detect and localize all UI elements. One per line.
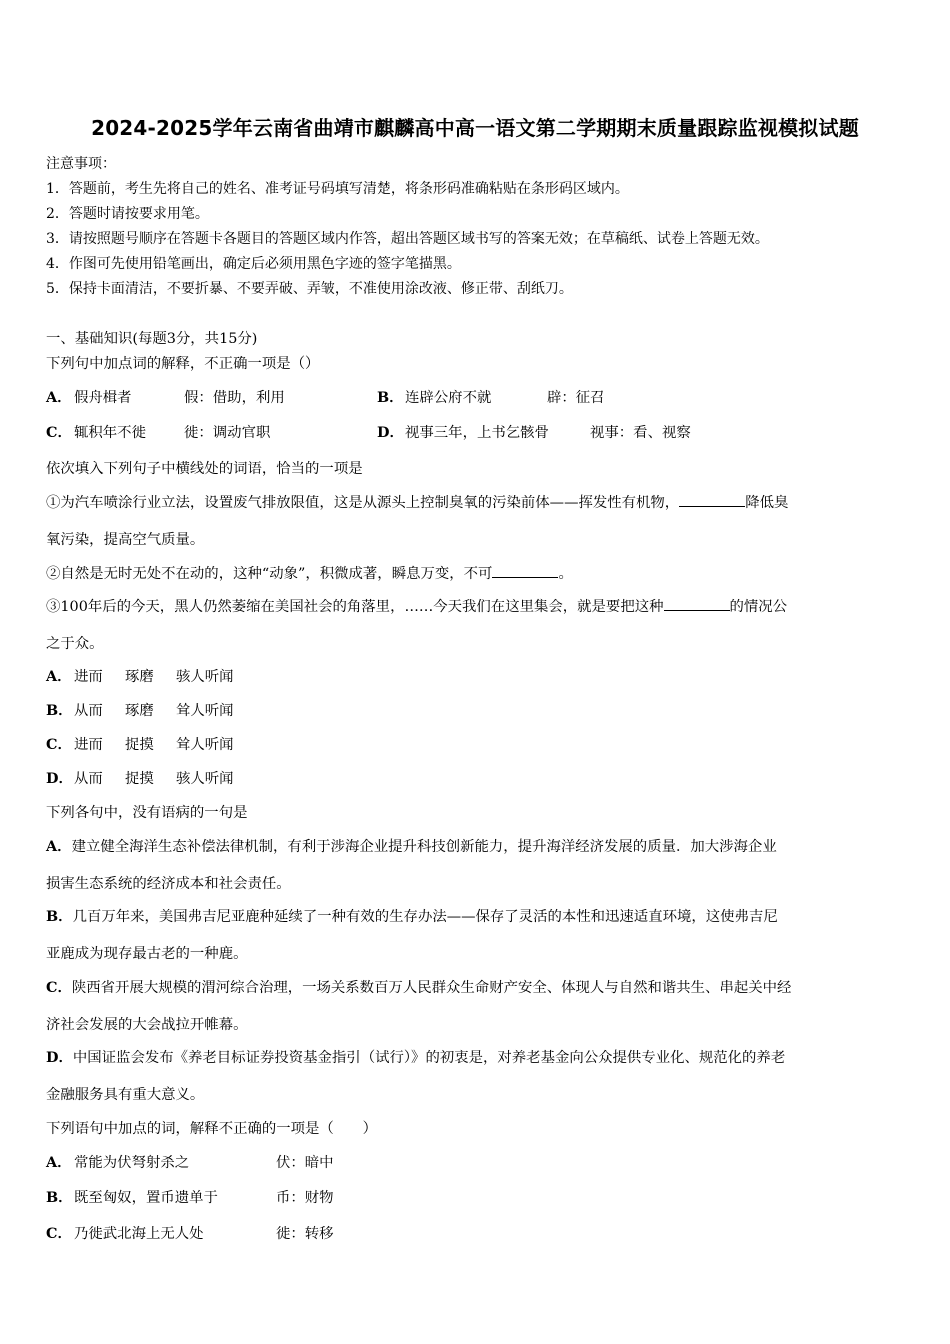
option-note-c: 徙：调动官职 [184, 425, 271, 441]
option-label-a: A． [46, 389, 72, 406]
notice-item: 3．请按照题号顺序在答题卡各题目的答题区域内作答，超出答题区域书写的答案无效；在草稿纸、试卷上答题无效。 [46, 231, 769, 247]
q4-option-c: C． 乃徙武北海上无人处 徙：转移 [46, 1225, 334, 1242]
option-label-c: C． [46, 424, 72, 441]
option-note-d: 视事：看、视察 [590, 425, 691, 441]
q3-option-c: C．陕西省开展大规模的渭河综合治理，一场关系数百万人民群众生命财产安全、体现人与自然和谐共生、串起关中经 [46, 979, 792, 996]
q3-option-d-cont: 金融服务具有重大意义。 [46, 1087, 205, 1103]
notice-item: 5．保持卡面清洁，不要折暴、不要弄破、弄皱，不准使用涂改液、修正带、刮纸刀。 [46, 281, 573, 297]
option-label-d: D． [377, 424, 404, 441]
notice-item: 4．作图可先使用铅笔画出，确定后必须用黑色字迹的签字笔描黑。 [46, 256, 461, 272]
notice-heading: 注意事项： [46, 156, 116, 172]
q3-option-a: A．建立健全海洋生态补偿法律机制，有利于涉海企业提升科技创新能力，提升海洋经济发展的质量．加大涉海企业 [46, 838, 777, 855]
q3-option-b: B．几百万年来，美国弗吉尼亚鹿种延续了一种有效的生存办法——保存了灵活的本性和迅速适直环境，这使弗吉尼 [46, 908, 778, 925]
q3-option-b-cont: 亚鹿成为现存最古老的一种鹿。 [46, 946, 248, 962]
option-text-c: 辄积年不徙 [74, 425, 146, 441]
q4-option-b: B． 既至匈奴，置币遗单于 币：财物 [46, 1189, 334, 1206]
sentence-2: ②自然是无时无处不在动的，这种“动象”，积微成著，瞬息万变，不可 。 [46, 562, 573, 583]
notice-item: 1．答题前，考生先将自己的姓名、准考证号码填写清楚，将条形码准确粘贴在条形码区域内。 [46, 181, 629, 197]
sentence-3: ③100年后的今天，黑人仍然萎缩在美国社会的角落里，……今天我们在这里集会，就是要把这种 的情况公 [46, 595, 787, 616]
option-note-a: 假：借助，利用 [184, 390, 285, 406]
answer-blank [492, 563, 558, 578]
sentence-1-cont: 氧污染，提高空气质量。 [46, 532, 205, 548]
option-note-b: 辟：征召 [547, 390, 605, 406]
q1-options-row-2 [46, 421, 906, 441]
answer-blank [664, 596, 730, 611]
question-stem: 下列语句中加点的词，解释不正确的一项是（ ） [46, 1121, 377, 1137]
option-text-d: 视事三年，上书乞骸骨 [405, 425, 549, 441]
sentence-3-cont: 之于众。 [46, 636, 104, 652]
q2-option-a: A． 进而 琢磨 骇人听闻 [46, 668, 234, 685]
q2-option-d: D． 从而 捉摸 骇人听闻 [46, 770, 234, 787]
section-heading: 一、基础知识(每题3分，共15分) [46, 331, 258, 347]
option-text-a: 假舟楫者 [74, 390, 132, 406]
question-stem: 下列各句中，没有语病的一句是 [46, 805, 248, 821]
page-title: 2024-2025学年云南省曲靖市麒麟高中高一语文第二学期期末质量跟踪监视模拟试题 [91, 116, 859, 140]
q3-option-a-cont: 损害生态系统的经济成本和社会责任。 [46, 876, 291, 892]
q2-option-c: C． 进而 捉摸 耸人听闻 [46, 736, 234, 753]
notice-item: 2．答题时请按要求用笔。 [46, 206, 209, 222]
question-stem: 下列句中加点词的解释，不正确一项是（） [46, 356, 320, 372]
q1-options-row-1 [46, 386, 906, 406]
q3-option-d: D．中国证监会发布《养老目标证券投资基金指引（试行）》的初衷是，对养老基金向公众提供专业化、规范化的养老 [46, 1049, 786, 1066]
answer-blank [679, 492, 745, 507]
option-label-b: B． [377, 389, 404, 406]
q4-option-a: A． 常能为伏弩射杀之 伏：暗中 [46, 1154, 334, 1171]
question-stem: 依次填入下列句子中横线处的词语，恰当的一项是 [46, 461, 363, 477]
option-text-b: 连辟公府不就 [405, 390, 492, 406]
sentence-1: ①为汽车喷涂行业立法，设置废气排放限值，这是从源头上控制臭氧的污染前体——挥发性有机物， 降低臭 [46, 491, 788, 512]
q3-option-c-cont: 济社会发展的大会战拉开帷幕。 [46, 1017, 248, 1033]
q2-option-b: B． 从而 琢磨 耸人听闻 [46, 702, 234, 719]
